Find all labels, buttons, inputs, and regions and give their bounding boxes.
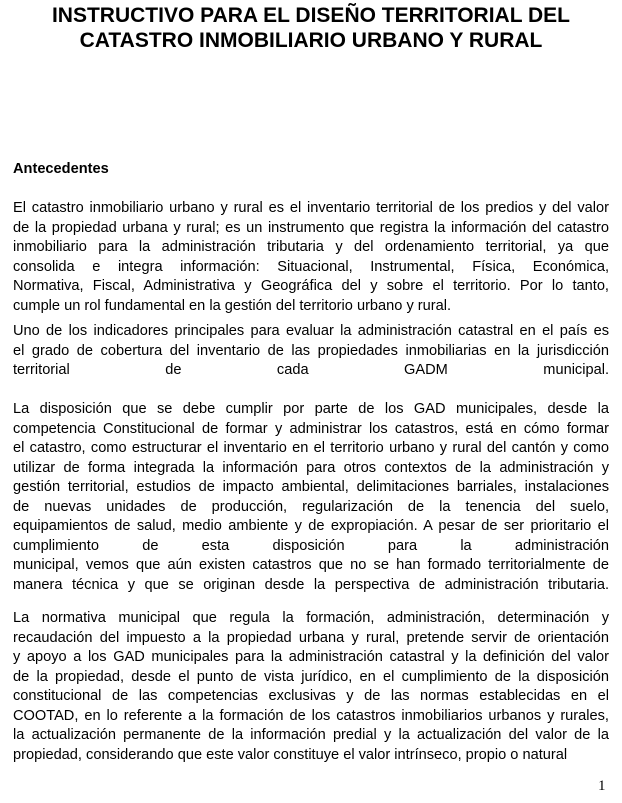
text-line: de la propiedad, desde el punto de vista jurídico, en el cumplimiento de la disposición bbox=[13, 668, 609, 685]
text-line: consolida e integra información: Situacional, Instrumental, Física, Económica, bbox=[13, 258, 609, 275]
text-line: recaudación del impuesto a la propiedad urbana y rural, pretende servir de orientación bbox=[13, 629, 609, 646]
text-line: de nuevas unidades de producción, regularización de la tenencia del suelo, bbox=[13, 498, 609, 515]
text-line: municipal, vemos que aún existen catastros que no se han formado territorialmente de bbox=[13, 557, 609, 573]
title-line: CATASTRO INMOBILIARIO URBANO Y RURAL bbox=[79, 29, 543, 52]
paragraph-4 bbox=[13, 609, 609, 765]
text-line: El catastro inmobiliario urbano y rural es el inventario territorial de los predios y del valor bbox=[13, 200, 609, 216]
text-line: Uno de los indicadores principales para evaluar la administración catastral en el país es bbox=[13, 323, 609, 339]
paragraph-2 bbox=[13, 322, 609, 381]
text-line: la actualización permanente de la información predial y la actualización del valor de la bbox=[13, 727, 609, 743]
text-line: cumple un rol fundamental en la gestión del territorio urbano y rural. bbox=[13, 297, 452, 314]
text-line: constitucional de las competencias exclusivas y de las normas establecidas en el bbox=[13, 688, 609, 704]
text-line: el grado de cobertura del inventario de las propiedades inmobiliarias en la jurisdicción bbox=[13, 342, 609, 359]
text-line: manera técnica y que se originan desde la perspectiva de administración tributaria. bbox=[13, 576, 609, 593]
text-line: propiedad, considerando que este valor constituye el valor intrínseco, propio o natural bbox=[13, 746, 568, 763]
text-line: competencia Constitucional de formar y administrar los catastros, está en cómo formar bbox=[13, 420, 609, 437]
text-line: utilizar de forma integrada la información para otros contextos de la administración y bbox=[13, 459, 609, 476]
text-line: Normativa, Fiscal, Administrativa y Geográfica del y sobre el territorio. Por lo tanto, bbox=[13, 278, 609, 294]
paragraph-3 bbox=[13, 400, 609, 595]
text-line: y apoyo a los GAD municipales para la administración catastral y la definición del valor bbox=[13, 649, 609, 665]
text-line: COOTAD, en lo referente a la formación de los catastros inmobiliarios urbanos y rurales, bbox=[13, 707, 609, 724]
text-line: La normativa municipal que regula la formación, administración, determinación y bbox=[13, 610, 609, 626]
text-line: territorial de cada GADM municipal. bbox=[13, 362, 609, 378]
text-line: equipamientos de salud, medio ambiente y de expropiación. A pesar de ser prioritario el bbox=[13, 518, 609, 534]
title-line: INSTRUCTIVO PARA EL DISEÑO TERRITORIAL DEL bbox=[51, 4, 571, 27]
text-line: gestión territorial, estudios de impacto ambiental, delimitaciones barriales, instalaciones bbox=[13, 479, 609, 495]
text-line: el catastro, como estructurar el inventario en el territorio urbano y rural del cantón y como bbox=[13, 440, 609, 456]
text-line: inmobiliario para la administración tributaria y del ordenamiento territorial, ya que bbox=[13, 239, 609, 255]
paragraph-1 bbox=[13, 199, 609, 316]
text-line: cumplimiento de esta disposición para la administración bbox=[13, 537, 609, 554]
text-line: La disposición que se debe cumplir por parte de los GAD municipales, desde la bbox=[13, 401, 609, 417]
document-title bbox=[0, 3, 622, 53]
text-line: de la propiedad urbana y rural; es un instrumento que registra la información del catastro bbox=[13, 219, 609, 236]
page-number: 1 bbox=[598, 778, 606, 794]
section-heading: Antecedentes bbox=[13, 161, 109, 177]
